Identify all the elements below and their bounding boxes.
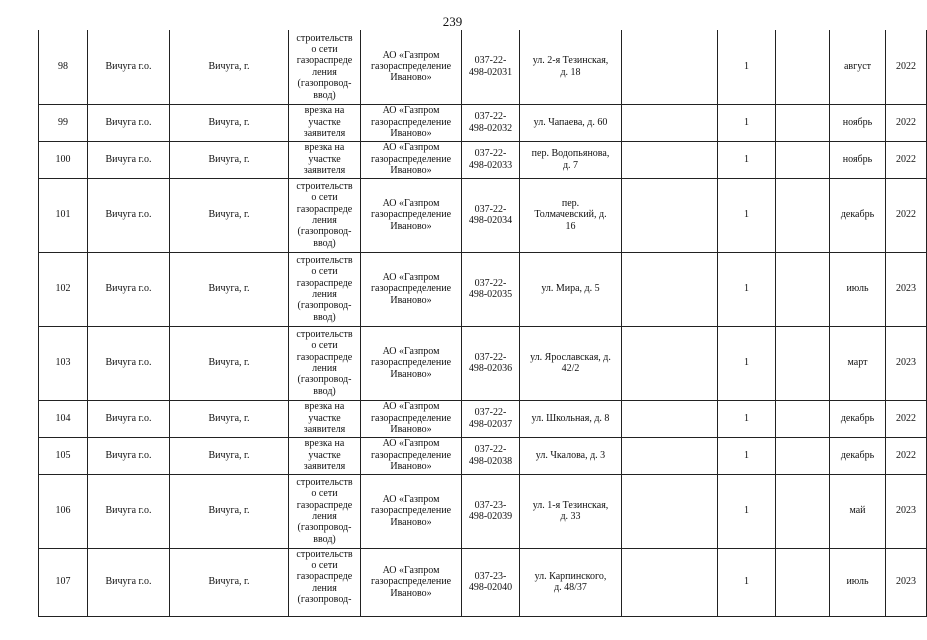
locality-cell: Вичуга, г. — [170, 252, 289, 326]
quantity-cell: 1 — [718, 474, 776, 548]
district-cell: Вичуга г.о. — [88, 326, 170, 400]
month-cell: август — [830, 30, 886, 104]
empty-cell — [622, 252, 718, 326]
row-number-cell: 106 — [39, 474, 88, 548]
row-number-cell: 98 — [39, 30, 88, 104]
year-cell: 2022 — [886, 141, 927, 178]
table-row — [39, 474, 927, 548]
page-number: 239 — [442, 14, 463, 29]
table-row — [39, 437, 927, 474]
application-code-cell: 037-22- 498-02036 — [462, 326, 520, 400]
quantity-cell: 1 — [718, 30, 776, 104]
work-type-cell: строительств о сети газораспреде ления (газопровод- ввод) — [289, 252, 361, 326]
locality-cell: Вичуга, г. — [170, 400, 289, 437]
empty-cell — [776, 400, 830, 437]
locality-cell: Вичуга, г. — [170, 474, 289, 548]
empty-cell — [622, 141, 718, 178]
month-cell: июль — [830, 252, 886, 326]
quantity-cell: 1 — [718, 326, 776, 400]
empty-cell — [622, 104, 718, 141]
empty-cell — [622, 474, 718, 548]
work-type-cell: строительств о сети газораспреде ления (газопровод- ввод) — [289, 30, 361, 104]
locality-cell: Вичуга, г. — [170, 178, 289, 252]
empty-cell — [622, 437, 718, 474]
month-cell: декабрь — [830, 437, 886, 474]
work-type-cell: врезка на участке заявителя — [289, 437, 361, 474]
year-cell: 2022 — [886, 178, 927, 252]
row-number-cell: 103 — [39, 326, 88, 400]
year-cell: 2023 — [886, 474, 927, 548]
address-cell: пер. Водопьянова, д. 7 — [520, 141, 622, 178]
district-cell: Вичуга г.о. — [88, 141, 170, 178]
empty-cell — [622, 30, 718, 104]
work-type-cell: врезка на участке заявителя — [289, 141, 361, 178]
table-row — [39, 548, 927, 616]
empty-cell — [776, 178, 830, 252]
application-code-cell: 037-22- 498-02037 — [462, 400, 520, 437]
address-cell: ул. 1-я Тезинская, д. 33 — [520, 474, 622, 548]
organization-cell: АО «Газпром газораспределение Иваново» — [361, 437, 462, 474]
application-code-cell: 037-23- 498-02040 — [462, 548, 520, 616]
year-cell: 2022 — [886, 30, 927, 104]
locality-cell: Вичуга, г. — [170, 548, 289, 616]
address-cell: ул. Чкалова, д. 3 — [520, 437, 622, 474]
organization-cell: АО «Газпром газораспределение Иваново» — [361, 548, 462, 616]
registry-table — [38, 30, 927, 617]
year-cell: 2023 — [886, 326, 927, 400]
application-code-cell: 037-23- 498-02039 — [462, 474, 520, 548]
locality-cell: Вичуга, г. — [170, 326, 289, 400]
month-cell: декабрь — [830, 400, 886, 437]
district-cell: Вичуга г.о. — [88, 548, 170, 616]
empty-cell — [776, 104, 830, 141]
district-cell: Вичуга г.о. — [88, 400, 170, 437]
table-row — [39, 400, 927, 437]
row-number-cell: 102 — [39, 252, 88, 326]
work-type-cell: строительств о сети газораспреде ления (газопровод- ввод) — [289, 178, 361, 252]
address-cell: пер. Толмачевский, д. 16 — [520, 178, 622, 252]
address-cell: ул. Карпинского, д. 48/37 — [520, 548, 622, 616]
address-cell: ул. Мира, д. 5 — [520, 252, 622, 326]
month-cell: декабрь — [830, 178, 886, 252]
empty-cell — [622, 178, 718, 252]
empty-cell — [776, 326, 830, 400]
district-cell: Вичуга г.о. — [88, 104, 170, 141]
address-cell: ул. Школьная, д. 8 — [520, 400, 622, 437]
locality-cell: Вичуга, г. — [170, 141, 289, 178]
district-cell: Вичуга г.о. — [88, 437, 170, 474]
table-row — [39, 326, 927, 400]
application-code-cell: 037-22- 498-02031 — [462, 30, 520, 104]
organization-cell: АО «Газпром газораспределение Иваново» — [361, 30, 462, 104]
work-type-cell: строительств о сети газораспреде ления (газопровод- ввод) — [289, 326, 361, 400]
year-cell: 2022 — [886, 400, 927, 437]
application-code-cell: 037-22- 498-02032 — [462, 104, 520, 141]
organization-cell: АО «Газпром газораспределение Иваново» — [361, 400, 462, 437]
empty-cell — [622, 400, 718, 437]
address-cell: ул. 2-я Тезинская, д. 18 — [520, 30, 622, 104]
application-code-cell: 037-22- 498-02034 — [462, 178, 520, 252]
empty-cell — [776, 252, 830, 326]
quantity-cell: 1 — [718, 178, 776, 252]
table-row — [39, 30, 927, 104]
organization-cell: АО «Газпром газораспределение Иваново» — [361, 141, 462, 178]
address-cell: ул. Ярославская, д. 42/2 — [520, 326, 622, 400]
organization-cell: АО «Газпром газораспределение Иваново» — [361, 474, 462, 548]
row-number-cell: 105 — [39, 437, 88, 474]
district-cell: Вичуга г.о. — [88, 252, 170, 326]
organization-cell: АО «Газпром газораспределение Иваново» — [361, 178, 462, 252]
row-number-cell: 101 — [39, 178, 88, 252]
work-type-cell: врезка на участке заявителя — [289, 104, 361, 141]
month-cell: ноябрь — [830, 141, 886, 178]
empty-cell — [776, 141, 830, 178]
table-row — [39, 104, 927, 141]
month-cell: май — [830, 474, 886, 548]
table-row — [39, 252, 927, 326]
empty-cell — [776, 474, 830, 548]
quantity-cell: 1 — [718, 437, 776, 474]
empty-cell — [776, 437, 830, 474]
row-number-cell: 99 — [39, 104, 88, 141]
district-cell: Вичуга г.о. — [88, 474, 170, 548]
row-number-cell: 100 — [39, 141, 88, 178]
year-cell: 2022 — [886, 104, 927, 141]
application-code-cell: 037-22- 498-02033 — [462, 141, 520, 178]
row-number-cell: 107 — [39, 548, 88, 616]
organization-cell: АО «Газпром газораспределение Иваново» — [361, 326, 462, 400]
year-cell: 2022 — [886, 437, 927, 474]
locality-cell: Вичуга, г. — [170, 437, 289, 474]
row-number-cell: 104 — [39, 400, 88, 437]
empty-cell — [776, 30, 830, 104]
empty-cell — [622, 548, 718, 616]
empty-cell — [622, 326, 718, 400]
quantity-cell: 1 — [718, 548, 776, 616]
quantity-cell: 1 — [718, 141, 776, 178]
month-cell: март — [830, 326, 886, 400]
quantity-cell: 1 — [718, 252, 776, 326]
application-code-cell: 037-22- 498-02035 — [462, 252, 520, 326]
year-cell: 2023 — [886, 548, 927, 616]
work-type-cell: врезка на участке заявителя — [289, 400, 361, 437]
district-cell: Вичуга г.о. — [88, 30, 170, 104]
year-cell: 2023 — [886, 252, 927, 326]
month-cell: ноябрь — [830, 104, 886, 141]
registry-body — [39, 30, 927, 616]
table-row — [39, 178, 927, 252]
locality-cell: Вичуга, г. — [170, 104, 289, 141]
table-row — [39, 141, 927, 178]
district-cell: Вичуга г.о. — [88, 178, 170, 252]
locality-cell: Вичуга, г. — [170, 30, 289, 104]
application-code-cell: 037-22- 498-02038 — [462, 437, 520, 474]
organization-cell: АО «Газпром газораспределение Иваново» — [361, 252, 462, 326]
work-type-cell: строительств о сети газораспреде ления (газопровод- ввод) — [289, 474, 361, 548]
month-cell: июль — [830, 548, 886, 616]
quantity-cell: 1 — [718, 104, 776, 141]
work-type-cell: строительств о сети газораспреде ления (газопровод- — [289, 548, 361, 616]
organization-cell: АО «Газпром газораспределение Иваново» — [361, 104, 462, 141]
quantity-cell: 1 — [718, 400, 776, 437]
address-cell: ул. Чапаева, д. 60 — [520, 104, 622, 141]
empty-cell — [776, 548, 830, 616]
